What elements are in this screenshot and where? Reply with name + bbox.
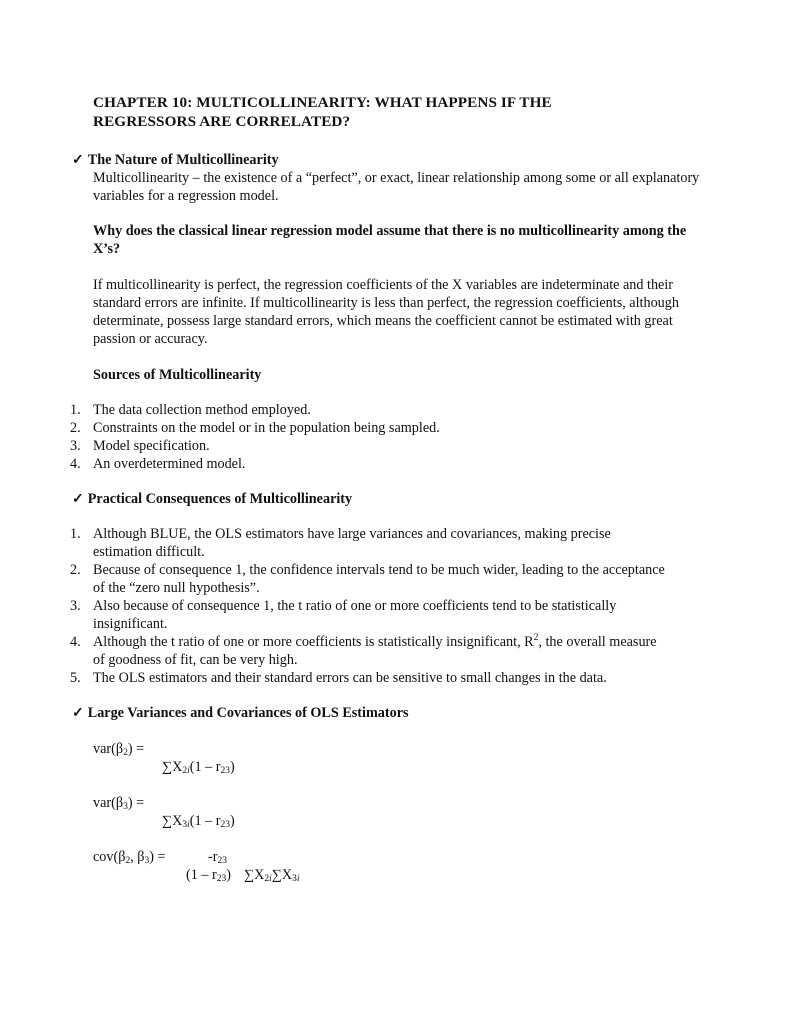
list-text: The OLS estimators and their standard errors can be sensitive to small changes in the data. bbox=[93, 670, 607, 686]
consequences-list bbox=[70, 525, 670, 687]
section-heading-variances bbox=[72, 704, 409, 723]
list-item bbox=[70, 525, 670, 561]
sigma-icon: ∑ bbox=[271, 867, 282, 883]
list-number: 2. bbox=[70, 562, 81, 578]
question-paragraph: Why does the classical linear regression model assume that there is no multicollinearity among the X’s? bbox=[93, 223, 687, 257]
list-item bbox=[70, 437, 720, 455]
list-number: 1. bbox=[70, 402, 81, 418]
answer-paragraph: If multicollinearity is perfect, the regression coefficients of the X variables are indeterminate and their standard errors are infinite. If multicollinearity is less than perfect, the regression coefficients, although determinate, possess large standard errors, which means the coefficient cannot be estimated with great passion or accuracy. bbox=[93, 277, 679, 347]
sigma-icon: ∑ bbox=[162, 759, 173, 775]
list-item bbox=[70, 419, 720, 437]
list-text: Constraints on the model or in the population being sampled. bbox=[93, 420, 440, 436]
sigma-icon: ∑ bbox=[243, 867, 255, 883]
cov-label: $cov(\beta_2$, $\beta_3$) = bbox=[93, 849, 166, 866]
checkmark-icon: ✓ bbox=[72, 706, 84, 721]
cov-denominator: $(1 - r_{23})$ $\sum X_{2i}\sum X_{3i}$ bbox=[186, 867, 300, 884]
section-heading-consequences bbox=[72, 490, 352, 509]
list-number: 5. bbox=[70, 670, 81, 686]
r-squared-superscript: 2 bbox=[533, 633, 539, 643]
list-text: An overdetermined model. bbox=[93, 456, 246, 472]
list-item bbox=[70, 633, 670, 669]
heading-text: Practical Consequences of Multicollinearity bbox=[87, 491, 353, 507]
checkmark-icon: ✓ bbox=[72, 153, 84, 168]
cov-numerator: $-r_{23}$ bbox=[208, 849, 227, 866]
list-number: 1. bbox=[70, 526, 81, 542]
list-item bbox=[70, 401, 720, 419]
var-beta2-denominator: $\sum X_{2i}(1 - r_{23})$ bbox=[162, 759, 235, 776]
section-heading-nature bbox=[72, 151, 279, 170]
list-number: 2. bbox=[70, 420, 81, 436]
var-beta2-label: $var(\beta_2)$ = bbox=[93, 741, 145, 758]
list-number: 4. bbox=[70, 634, 81, 650]
list-number: 3. bbox=[70, 438, 81, 454]
chapter-title-line2: REGRESSORS ARE CORRELATED? bbox=[93, 113, 351, 130]
list-number: 3. bbox=[70, 598, 81, 614]
chapter-title-line1: CHAPTER 10: MULTICOLLINEARITY: WHAT HAPPENS IF THE bbox=[93, 94, 552, 111]
var-beta3-label: $var(\beta_3)$ = bbox=[93, 795, 145, 812]
list-text: The data collection method employed. bbox=[93, 402, 311, 418]
heading-text: Large Variances and Covariances of OLS Estimators bbox=[87, 705, 409, 721]
list-text: Because of consequence 1, the confidence intervals tend to be much wider, leading to the acceptance of the “zero null hypothesis”. bbox=[93, 562, 665, 596]
list-text: Model specification. bbox=[93, 438, 210, 454]
list-item bbox=[70, 561, 670, 597]
list-item bbox=[70, 455, 720, 473]
list-item bbox=[70, 669, 670, 687]
list-item bbox=[70, 597, 670, 633]
list-text: Although the t ratio of one or more coefficients is statistically insignificant, R bbox=[93, 634, 534, 650]
heading-text: The Nature of Multicollinearity bbox=[87, 152, 279, 168]
list-text: , the overall measure of goodness of fit, can be very high. bbox=[93, 634, 657, 668]
sigma-icon: ∑ bbox=[162, 813, 173, 829]
var-beta3-denominator: $\sum X_{3i}(1 - r_{23})$ bbox=[162, 813, 235, 830]
list-text: Although BLUE, the OLS estimators have large variances and covariances, making precise estimation difficult. bbox=[93, 526, 611, 560]
list-number: 4. bbox=[70, 456, 81, 472]
checkmark-icon: ✓ bbox=[72, 492, 84, 507]
list-text: Also because of consequence 1, the t ratio of one or more coefficients tend to be statistically insignificant. bbox=[93, 598, 617, 632]
sources-list bbox=[70, 401, 720, 473]
sources-heading: Sources of Multicollinearity bbox=[93, 367, 262, 383]
definition-paragraph: Multicollinearity – the existence of a “perfect”, or exact, linear relationship among some or all explanatory variables for a regression model. bbox=[93, 170, 700, 204]
